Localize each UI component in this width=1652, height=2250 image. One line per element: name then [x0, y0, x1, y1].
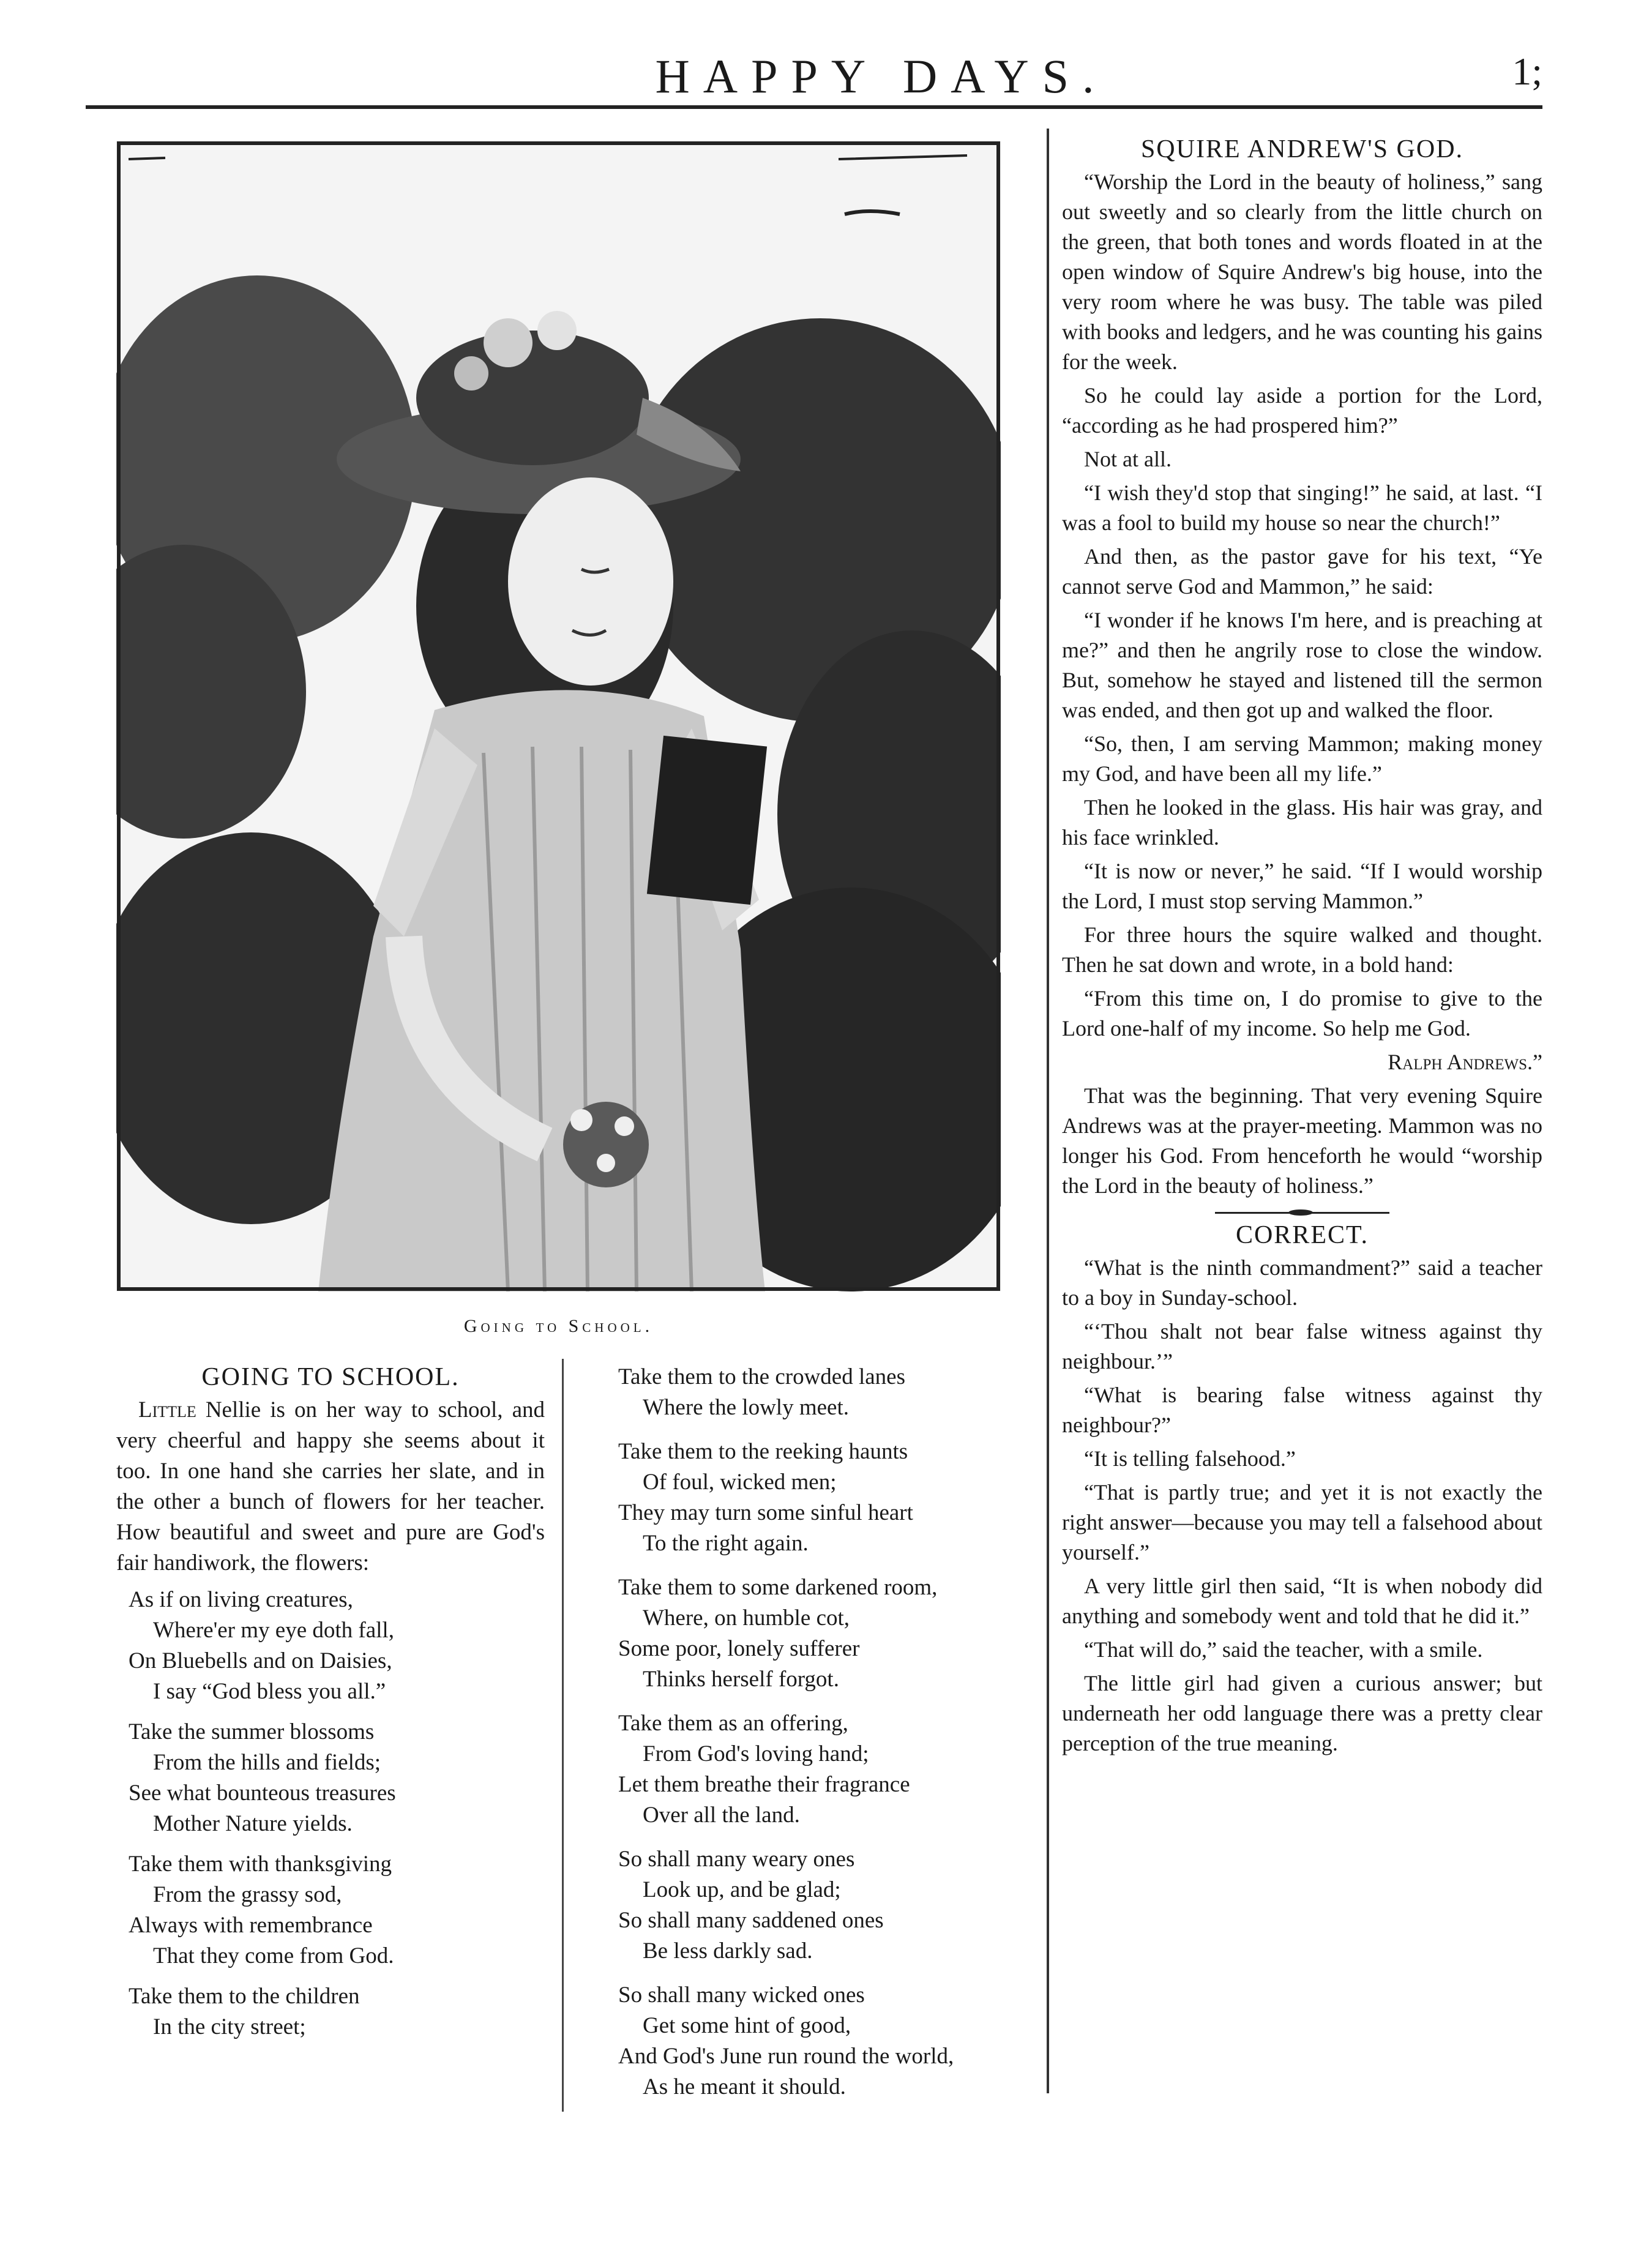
masthead-title: HAPPY DAYS.: [655, 50, 1108, 103]
squire-paragraph: “I wonder if he knows I'm here, and is preaching at me?” and then he angrily rose to close the window. But, somehow he stayed and listened till the sermon was ended, and then got up and walked the floor.: [1062, 608, 1542, 722]
poem-right-column: [618, 1362, 1034, 2102]
poem-column-divider: [562, 1359, 564, 2112]
poem-stanza: [116, 1717, 545, 1839]
correct-paragraph: “‘Thou shalt not bear false witness against thy neighbour.’”: [1062, 1319, 1542, 1374]
poem-line: See what bounteous treasures: [129, 1781, 396, 1806]
page-number: 1;: [1512, 50, 1542, 93]
squire-paragraph: Not at all.: [1084, 447, 1172, 471]
poem-line: So shall many saddened ones: [618, 1908, 884, 1933]
going-to-school-title: GOING TO SCHOOL.: [201, 1363, 460, 1391]
poem-line: From the hills and fields;: [153, 1750, 381, 1775]
poem-line: That they come from God.: [153, 1943, 394, 1968]
poem-stanza: [618, 1844, 1034, 1967]
squire-paragraph: “So, then, I am serving Mammon; making money my God, and have been all my life.”: [1062, 731, 1542, 786]
poem-line: Where'er my eye doth fall,: [153, 1618, 394, 1643]
poem-line: And God's June run round the world,: [618, 2044, 954, 2069]
poem-line: Mother Nature yields.: [153, 1811, 353, 1836]
intro-text: Nellie is on her way to school, and very cheerful and happy she seems about it too. In one hand she carries her slate, and in the other a bunch of flowers for her teacher. How beautiful and sweet and pure are God's fair handiwork, the flowers:: [116, 1397, 545, 1575]
poem-line: On Bluebells and on Daisies,: [129, 1648, 392, 1673]
squire-paragraph: For three hours the squire walked and thought. Then he sat down and wrote, in a bold hand:: [1062, 922, 1542, 977]
poem-line: Always with remembrance: [129, 1913, 373, 1938]
poem-line: As if on living creatures,: [129, 1587, 353, 1612]
poem-line: Take the summer blossoms: [129, 1719, 375, 1744]
poem-line: Get some hint of good,: [643, 2013, 851, 2038]
section-ornament: [1062, 1208, 1542, 1217]
correct-paragraph: A very little girl then said, “It is when nobody did anything and somebody went and told that he did it.”: [1062, 1574, 1542, 1628]
poem-stanza: [618, 1980, 1034, 2102]
squire-paragraph: “Worship the Lord in the beauty of holiness,” sang out sweetly and so clearly from the little church on the green, that both tones and words floated in at the open window of Squire Andrew's big house, into the very room where he was busy. The table was piled with books and ledgers, and he was counting his gains for the week.: [1062, 170, 1542, 374]
poem-line: Take them to the crowded lanes: [618, 1364, 905, 1389]
poem-line: Over all the land.: [643, 1803, 800, 1828]
poem-stanza: [618, 1437, 1034, 1559]
poem-line: Take them with thanksgiving: [129, 1852, 392, 1877]
poem-line: From God's loving hand;: [643, 1741, 869, 1766]
column-divider: [1047, 129, 1049, 2093]
squire-andrews-body: [1062, 167, 1542, 1044]
poem-line: Take them as an offering,: [618, 1711, 848, 1736]
right-column-articles: [1062, 135, 1542, 1762]
squire-andrews-title: SQUIRE ANDREW'S GOD.: [1140, 135, 1464, 163]
correct-paragraph: “It is telling falsehood.”: [1084, 1446, 1296, 1471]
poem-line: Where the lowly meet.: [643, 1395, 849, 1420]
correct-paragraph: The little girl had given a curious answer; but underneath her odd language there was a pretty clear perception of the true meaning.: [1062, 1671, 1542, 1755]
poem-line: Be less darkly sad.: [643, 1938, 813, 1964]
poem-stanza: [618, 1362, 1034, 1423]
poem-continued: [618, 1362, 1034, 2116]
poem-stanza: [116, 1585, 545, 1707]
correct-paragraph: “What is the ninth commandment?” said a teacher to a boy in Sunday-school.: [1062, 1255, 1542, 1310]
poem-left-column: [116, 1585, 545, 2043]
poem-stanza: [618, 1572, 1034, 1695]
poem-stanza: [116, 1981, 545, 2043]
poem-line: Look up, and be glad;: [643, 1877, 841, 1902]
poem-line: Of foul, wicked men;: [643, 1470, 837, 1495]
squire-paragraph: Then he looked in the glass. His hair was gray, and his face wrinkled.: [1062, 795, 1542, 850]
poem-line: Take them to the reeking haunts: [618, 1439, 908, 1464]
poem-line: So shall many weary ones: [618, 1847, 855, 1872]
page-header: [86, 37, 1542, 110]
squire-paragraph: “From this time on, I do promise to give to the Lord one-half of my income. So help me God.: [1062, 986, 1542, 1041]
poem-line: Let them breathe their fragrance: [618, 1772, 910, 1797]
poem-line: To the right again.: [643, 1531, 809, 1556]
correct-body: [1062, 1253, 1542, 1759]
poem-line: Take them to some darkened room,: [618, 1575, 938, 1600]
squire-paragraph: So he could lay aside a portion for the Lord, “according as he had prospered him?”: [1062, 383, 1542, 438]
poem-line: So shall many wicked ones: [618, 1983, 865, 2008]
squire-closing: That was the beginning. That very evening Squire Andrews was at the prayer-meeting. Mammon was no longer his God. From henceforth he would “worship the Lord in the beauty of holiness.”: [1062, 1083, 1542, 1198]
squire-paragraph: “It is now or never,” he said. “If I would worship the Lord, I must stop serving Mammon.”: [1062, 859, 1542, 913]
correct-title: CORRECT.: [1235, 1221, 1369, 1249]
header-rule: [86, 105, 1542, 109]
correct-paragraph: “That will do,” said the teacher, with a smile.: [1084, 1637, 1483, 1662]
poem-line: As he meant it should.: [643, 2074, 846, 2099]
intro-dropcap-word: Little: [138, 1397, 196, 1422]
poem-line: Some poor, lonely sufferer: [618, 1636, 860, 1661]
going-to-school-story: [116, 1362, 545, 2052]
illustration-caption: Going to School.: [463, 1316, 654, 1336]
correct-paragraph: “What is bearing false witness against thy neighbour?”: [1062, 1383, 1542, 1437]
poem-line: They may turn some sinful heart: [618, 1500, 913, 1525]
poem-line: In the city street;: [153, 2014, 306, 2039]
poem-line: Where, on humble cot,: [643, 1605, 850, 1631]
squire-signature: Ralph Andrews.”: [1388, 1050, 1542, 1074]
correct-paragraph: “That is partly true; and yet it is not exactly the right answer—because you may tell a falsehood about yourself.”: [1062, 1480, 1542, 1564]
poem-line: I say “God bless you all.”: [153, 1679, 386, 1704]
poem-line: Take them to the children: [129, 1984, 360, 2009]
going-to-school-intro: [116, 1395, 545, 1579]
poem-stanza: [116, 1849, 545, 1972]
girl-going-to-school-engraving: [116, 141, 1001, 1291]
poem-line: From the grassy sod,: [153, 1882, 342, 1907]
poem-stanza: [618, 1708, 1034, 1831]
squire-paragraph: “I wish they'd stop that singing!” he said, at last. “I was a fool to build my house so near the church!”: [1062, 480, 1542, 535]
poem-line: Thinks herself forgot.: [643, 1667, 839, 1692]
squire-paragraph: And then, as the pastor gave for his text, “Ye cannot serve God and Mammon,” he said:: [1062, 544, 1542, 599]
